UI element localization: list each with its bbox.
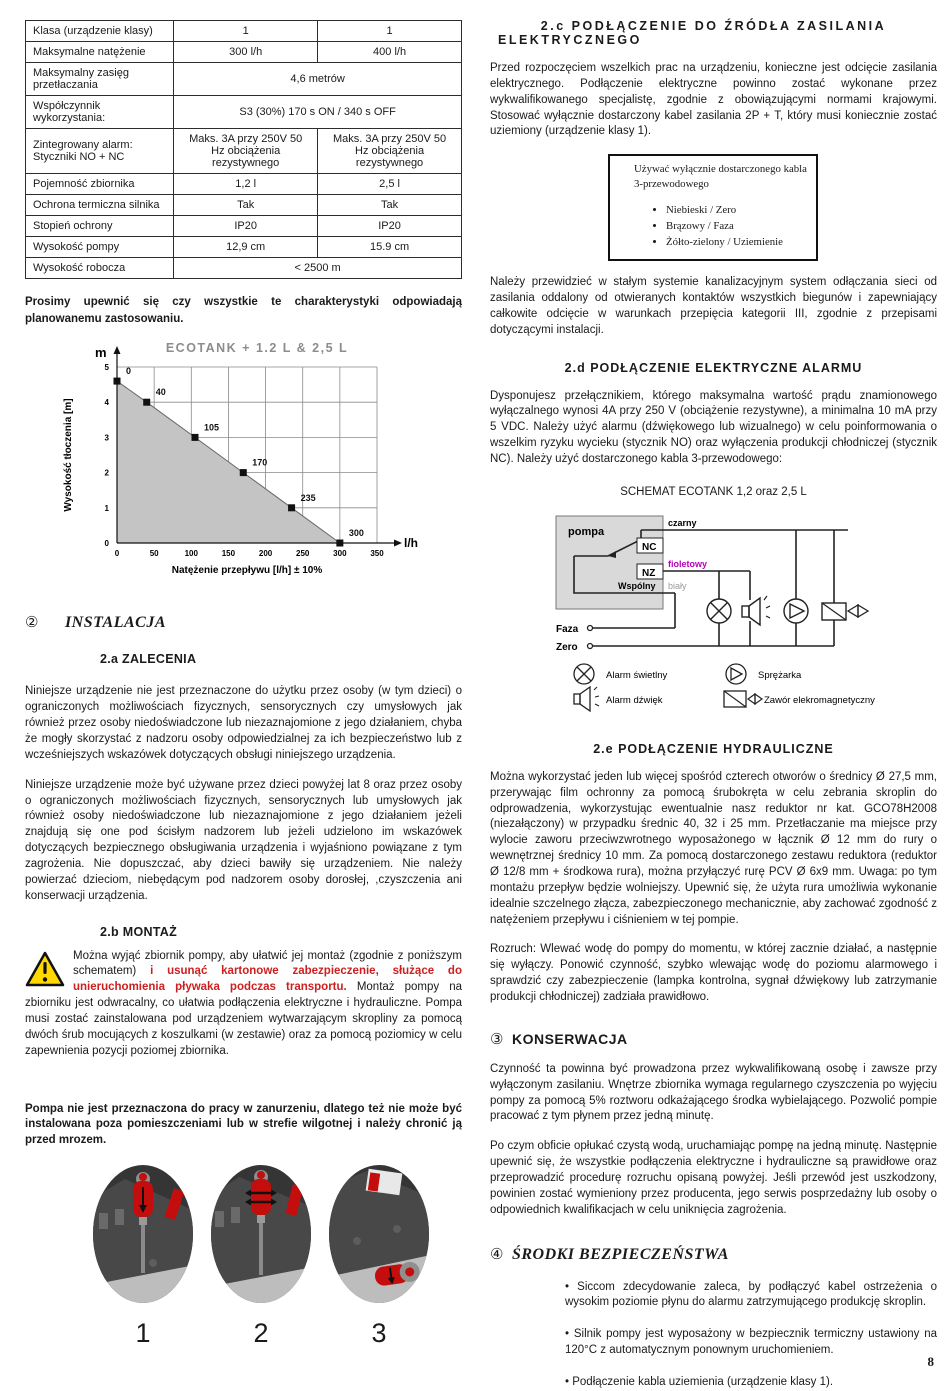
step-number-3: 3	[371, 1318, 387, 1349]
svg-text:200: 200	[258, 549, 273, 559]
spec-table-row	[26, 216, 462, 237]
spec-row-label: Klasa (urządzenie klasy)	[26, 21, 174, 42]
spec-row-value-span: < 2500 m	[174, 258, 462, 279]
cable-color-list	[666, 203, 808, 249]
circled-2-icon: ②	[25, 615, 39, 632]
pump-label: pompa	[568, 525, 605, 538]
svg-text:0: 0	[104, 539, 109, 549]
speaker-symbol	[742, 596, 770, 625]
section-3-heading	[490, 1030, 937, 1048]
cable-color-item: • Brązowy / Faza	[666, 219, 808, 234]
spec-row-value: 1	[318, 21, 462, 42]
legend-speaker-label: Alarm dźwięk	[606, 694, 663, 706]
section-4-title: ŚRODKI BEZPIECZEŃSTWA	[511, 1245, 729, 1263]
svg-text:350: 350	[370, 549, 384, 559]
pump-flow-chart	[55, 335, 462, 595]
paragraph-3-2: Po czym obficie opłukać czystą wodą, uruchamiając pompę na jedną minutę. Następnie upewnić się, że wszystkie podłączenia elektryczne i hydrauliczne są prawidłowe oraz przeprowadzić procedurę rozruchu opisaną powyżej. Jeśli przewód jest uszkodzony, powinien zostać wymieniony przez producenta, jego serwis posprzedażny lub osoby o odpowiednich kwalifikacjach w celu uniknięcia zagrożenia.	[490, 1140, 937, 1216]
spec-row-value: Maks. 3A przy 250V 50 Hz obciążenia rezystywnego	[318, 129, 462, 174]
section-3-title: KONSERWACJA	[511, 1030, 628, 1047]
cable-color-item: • Niebieski / Zero	[666, 203, 808, 218]
spec-row-value: 2,5 l	[318, 174, 462, 195]
screwdriver-wiggle-photo	[209, 1163, 313, 1309]
paragraph-2e-2: Rozruch: Wlewać wodę do pompy do momentu, w której zacznie działać, a następnie się wyłączy. Ponowić czynność, szybko wlewając wodę do poziomu alarmowego i sprawdzić czy zabezpieczenie (lampka kontrolna, sygnał dźwiękowy lub zatrzymanie produkcji chłodniczej) zadziała prawidłowo.	[490, 943, 937, 1004]
heading-2a: 2.a ZALECENIA	[100, 652, 197, 667]
alarm-schematic-svg	[538, 508, 938, 715]
spec-row-value: IP20	[174, 216, 318, 237]
montaz-warning-paragraph	[25, 949, 462, 1060]
screwdriver-vertical-photo	[91, 1163, 195, 1309]
heading-2d: 2.d PODŁĄCZENIE ELEKTRYCZNE ALARMU	[564, 360, 863, 375]
pump-body-photo	[327, 1163, 431, 1309]
left-column	[25, 0, 462, 1349]
phase-label: Faza	[556, 623, 579, 635]
heading-2b: 2.b MONTAŻ	[100, 924, 178, 939]
svg-text:4: 4	[104, 398, 109, 408]
spec-row-label: Zintegrowany alarm: Styczniki NO + NC	[26, 129, 174, 174]
montaz-text-1: Można wyjąć zbiornik pompy, aby ułatwić jej montaż (zgodnie z poniższym schematem)	[73, 949, 462, 978]
spec-row-value: 1	[174, 21, 318, 42]
spec-table-row	[26, 258, 462, 279]
paragraph-2c-1: Przed rozpoczęciem wszelkich prac na urządzeniu, konieczne jest odcięcie zasilania elektrycznego. Podłączenie elektryczne powinno zostać wykonane przez wykwalifikowanego specjalistę, zgodnie z obowiązującymi normami krajowymi. Stosować wyłącznie dostarczony kabel zasilania 2P + T, który musi koniecznie zostać uziemiony (urządzenie klasy 1).	[490, 62, 937, 138]
svg-text:5: 5	[104, 363, 109, 373]
legend-lamp-label: Alarm świetlny	[606, 669, 668, 681]
spec-row-value: IP20	[318, 216, 462, 237]
legend-lamp-icon	[574, 664, 594, 684]
spec-row-label: Współczynnik wykorzystania:	[26, 96, 174, 129]
svg-text:Wysokość tłoczenia [m]: Wysokość tłoczenia [m]	[63, 398, 74, 512]
svg-text:235: 235	[300, 493, 316, 504]
spec-table-row	[26, 42, 462, 63]
montaz-bold-note: Pompa nie jest przeznaczona do pracy w zanurzeniu, dlatego też nie może być instalowana poza pomieszczeniami lub w strefie wilgotnej i należy chronić ją przed mrozem.	[25, 1102, 462, 1147]
spec-table-row	[26, 174, 462, 195]
paragraph-2e-1: Można wykorzystać jeden lub więcej spośród czterech otworów o średnicy Ø 27,5 mm, przerywając film ochronny za pomocą śrubokręta w celu zebrania skroplin do odprowadzenia, wykorzystując ewentualnie nasz reduktor nr kat. GCO78H2008 (niezałączony) w przypadku średnic 40, 32 i 25 mm. Przetłaczanie ma miejsce przy wylocie zaworu przeciwzwrotnego wyposażonego w łącznik Ø 12 mm do rury o wewnętrznej średnicy 10 mm. Za pomocą dostarczonego zestawu reduktora (reduktor Ø 12/8 mm + środkowa rura), można przyłączyć rurę PCV Ø 6x9 mm. Uwaga: po tym montażu przepływ będzie wolniejszy. Upewnić się, że użyta rura umożliwia wykonanie idealnie szczelnego złącza, zabezpieczonego mechanicznie, aby zachować zgodność z natężeniem przepływu i ciśnieniem w tej pompie.	[490, 770, 937, 926]
legend-compressor-icon	[726, 664, 746, 684]
paragraph-2d-1: Dysponujesz przełącznikiem, którego maksymalna wartość prądu znamionowego wyłączalnego wynosi 4A przy 250 V (obciążenie rezystywne), a minimalna 10 mA przy 5 VDC. Należy użyć alarmu (dźwiękowego lub wizualnego) w celu poinformowania o wszelkim ryzyku wycieku (stycznik NO) oraz wyłączenia produkcji chłodniczej (stycznik NC). Należy użyć dostarczonego kabla 3-przewodowego:	[490, 389, 937, 465]
paragraph-2a-1: Niniejsze urządzenie nie jest przeznaczone do użytku przez osoby (w tym dzieci) o ograniczonych możliwościach fizycznych, sensorycznych czy umysłowych jak również przez osoby niedoświadczone lub niezaznajomione z jego działaniem, chyba że mogły skorzystać z nadzoru osoby odpowiedzialnej za ich bezpieczeństwo lub z wcześniejszych wskazówek dotyczących obsługi niniejszego urządzenia.	[25, 685, 462, 761]
paragraph-2a-2: Niniejsze urządzenie może być używane przez dzieci powyżej lat 8 oraz przez osoby o ograniczonych możliwościach fizycznych, sensorycznych lub umysłowych jak również osoby niedoświadczone lub niezaznajomione z jego działaniem jeżeli znajdują się one pod ścisłym nadzorem lub jeżeli udzielono im wskazówek dotyczących bezpiecznego obsługiwania urządzenia i wyjaśniono powiązane z tym zagrożenia. Nie dopuszczać, aby dzieci bawiły się urządzeniem. Nie należy powierzać dzieciom, niebędącym pod nadzorem osoby dorosłej, ,czyszczenia ani konserwacji urządzenia.	[25, 778, 462, 902]
spec-table-row	[26, 96, 462, 129]
spec-table-row	[26, 195, 462, 216]
spec-row-label: Maksymalne natężenie	[26, 42, 174, 63]
spec-row-value: Maks. 3A przy 250V 50 Hz obciążenia rezystywnego	[174, 129, 318, 174]
spec-row-label: Ochrona termiczna silnika	[26, 195, 174, 216]
spec-row-value: Tak	[174, 195, 318, 216]
heading-2c	[490, 19, 937, 47]
spec-table-row	[26, 129, 462, 174]
section-4-heading	[490, 1245, 937, 1264]
spec-table	[25, 20, 462, 279]
spec-row-label: Wysokość robocza	[26, 258, 174, 279]
spec-row-value: 400 l/h	[318, 42, 462, 63]
spec-row-label: Stopień ochrony	[26, 216, 174, 237]
safety-bullet: • Podłączenie kabla uziemienia (urządzenie klasy 1).	[565, 1375, 937, 1391]
neutral-label: Zero	[556, 641, 578, 653]
spec-row-value-span: 4,6 metrów	[174, 63, 462, 96]
svg-text:2: 2	[104, 468, 109, 478]
step-photo-2	[205, 1163, 317, 1349]
safety-bullet: • Silnik pompy jest wyposażony w bezpiecznik termiczny ustawiony na 120°C z automatycznym ponownym uruchomieniem.	[565, 1327, 937, 1359]
right-column	[490, 0, 937, 1391]
spec-row-label: Pojemność zbiornika	[26, 174, 174, 195]
spec-row-value: 1,2 l	[174, 174, 318, 195]
spec-row-value-span: S3 (30%) 170 s ON / 340 s OFF	[174, 96, 462, 129]
section-2-heading	[25, 613, 462, 632]
step-number-2: 2	[253, 1318, 269, 1349]
common-label: Wspólny	[618, 580, 656, 591]
flow-chart-svg	[55, 335, 430, 590]
heading-2c-line1: 2.c PODŁĄCZENIE DO ŹRÓDŁA ZASILANIA	[540, 19, 887, 33]
svg-text:40: 40	[155, 387, 166, 398]
svg-text:0: 0	[114, 549, 120, 559]
spec-row-label: Wysokość pompy	[26, 237, 174, 258]
safety-bullet-list	[565, 1280, 937, 1391]
circled-4-icon: ④	[490, 1246, 504, 1263]
svg-text:50: 50	[149, 549, 159, 559]
paragraph-2c-2: Należy przewidzieć w stałym systemie kanalizacyjnym system odłączania sieci od zasilania oddalony od otwieranych kontaktów wszystkich biegunów i zapewniający całkowite odcięcie w warunkach przepięcia kategorii III, zgodnie z przepisami dotyczącymi instalacji.	[490, 276, 937, 336]
legend-valve-icon	[724, 691, 762, 707]
installation-steps-photos	[87, 1163, 462, 1349]
spec-table-row	[26, 237, 462, 258]
svg-text:0: 0	[126, 366, 132, 377]
montaz-text-2: Montaż pompy na zbiorniku jest odwracalny, co ułatwia podłączenia elektryczne i hydrauliczne. Pompa musi zostać zainstalowana pod urządzeniem wytwarzającym skropliny za pomocą dwóch śrub mocujących z koszulkami (w zestawie) oraz za pomocą poziomicy w celu zapewnienia pozycji poziomej zbiornika.	[25, 981, 463, 1057]
svg-text:Natężenie przepływu [l/h] ± 10: Natężenie przepływu [l/h] ± 10%	[171, 565, 323, 577]
svg-text:100: 100	[184, 549, 198, 559]
wire-black-label: czarny	[668, 517, 697, 528]
step-number-1: 1	[135, 1318, 151, 1349]
valve-symbol	[822, 603, 868, 620]
lamp-symbol	[707, 599, 731, 623]
montaz-text-red: i usunąć kartonowe zabezpieczenie, służące do unieruchomienia pływaka podczas transportu.	[73, 965, 462, 994]
alarm-schematic	[538, 508, 937, 720]
svg-text:150: 150	[221, 549, 236, 559]
wire-white-label: biały	[668, 580, 687, 591]
compressor-symbol	[784, 599, 808, 623]
svg-text:3: 3	[104, 433, 109, 443]
spec-table-row	[26, 63, 462, 96]
svg-text:105: 105	[204, 422, 220, 433]
heading-2e: 2.e PODŁĄCZENIE HYDRAULICZNE	[593, 741, 834, 756]
spec-row-value: 15.9 cm	[318, 237, 462, 258]
spec-table-body	[26, 21, 462, 279]
spec-row-value: Tak	[318, 195, 462, 216]
cable-note-box	[608, 154, 818, 261]
cable-color-item: • Żółto-zielony / Uziemienie	[666, 235, 808, 250]
spec-table-row	[26, 21, 462, 42]
wire-violet-label: fioletowy	[668, 558, 708, 569]
nz-contact-label: NZ	[642, 567, 656, 579]
safety-bullet: • Siccom zdecydowanie zaleca, by podłączyć kabel ostrzeżenia o wysokim poziomie płynu do alarmu zatrzymującego produkcję skroplin.	[565, 1280, 937, 1312]
warning-triangle-icon	[25, 951, 65, 987]
legend-compressor-label: Sprężarka	[758, 669, 802, 681]
svg-text:170: 170	[252, 457, 268, 468]
legend-valve-label: Zawór elekromagnetyczny	[764, 694, 875, 706]
paragraph-3-1: Czynność ta powinna być prowadzona przez wykwalifikowaną osobę i zawsze przy wyłączonym zasilaniu. Wnętrze zbiornika wymaga regularnego czyszczenia po wyjęciu pompy za pomocą 5% roztworu odkażającego środka wybielającego. Pozwolić pompie pracować z tym płynem przez jedną minutę.	[490, 1062, 937, 1123]
svg-text:m: m	[95, 345, 107, 361]
circled-3-icon: ③	[490, 1030, 504, 1048]
step-photo-3	[323, 1163, 435, 1349]
legend-speaker-icon	[574, 687, 599, 711]
schematic-caption: SCHEMAT ECOTANK 1,2 oraz 2,5 L	[620, 485, 807, 498]
spec-note: Prosimy upewnić się czy wszystkie te charakterystyki odpowiadają planowanemu zastosowaniu.	[25, 296, 462, 325]
section-2-title: INSTALACJA	[64, 614, 166, 632]
cable-box-title: Używać wyłącznie dostarczonego kabla 3-przewodowego	[634, 163, 807, 190]
svg-text:l/h: l/h	[404, 536, 418, 551]
svg-text:250: 250	[296, 549, 310, 559]
spec-row-value: 12,9 cm	[174, 237, 318, 258]
spec-row-label: Maksymalny zasięg przetłaczania	[26, 63, 174, 96]
svg-text:300: 300	[333, 549, 347, 559]
page-number: 8	[927, 1354, 934, 1369]
svg-text:ECOTANK + 1.2 L & 2,5 L: ECOTANK + 1.2 L & 2,5 L	[165, 341, 349, 356]
svg-text:1: 1	[104, 504, 109, 514]
svg-text:300: 300	[348, 528, 364, 539]
nc-contact-label: NC	[642, 541, 657, 553]
heading-2c-line2: ELEKTRYCZNEGO	[498, 33, 642, 47]
spec-row-value: 300 l/h	[174, 42, 318, 63]
step-photo-1	[87, 1163, 199, 1349]
